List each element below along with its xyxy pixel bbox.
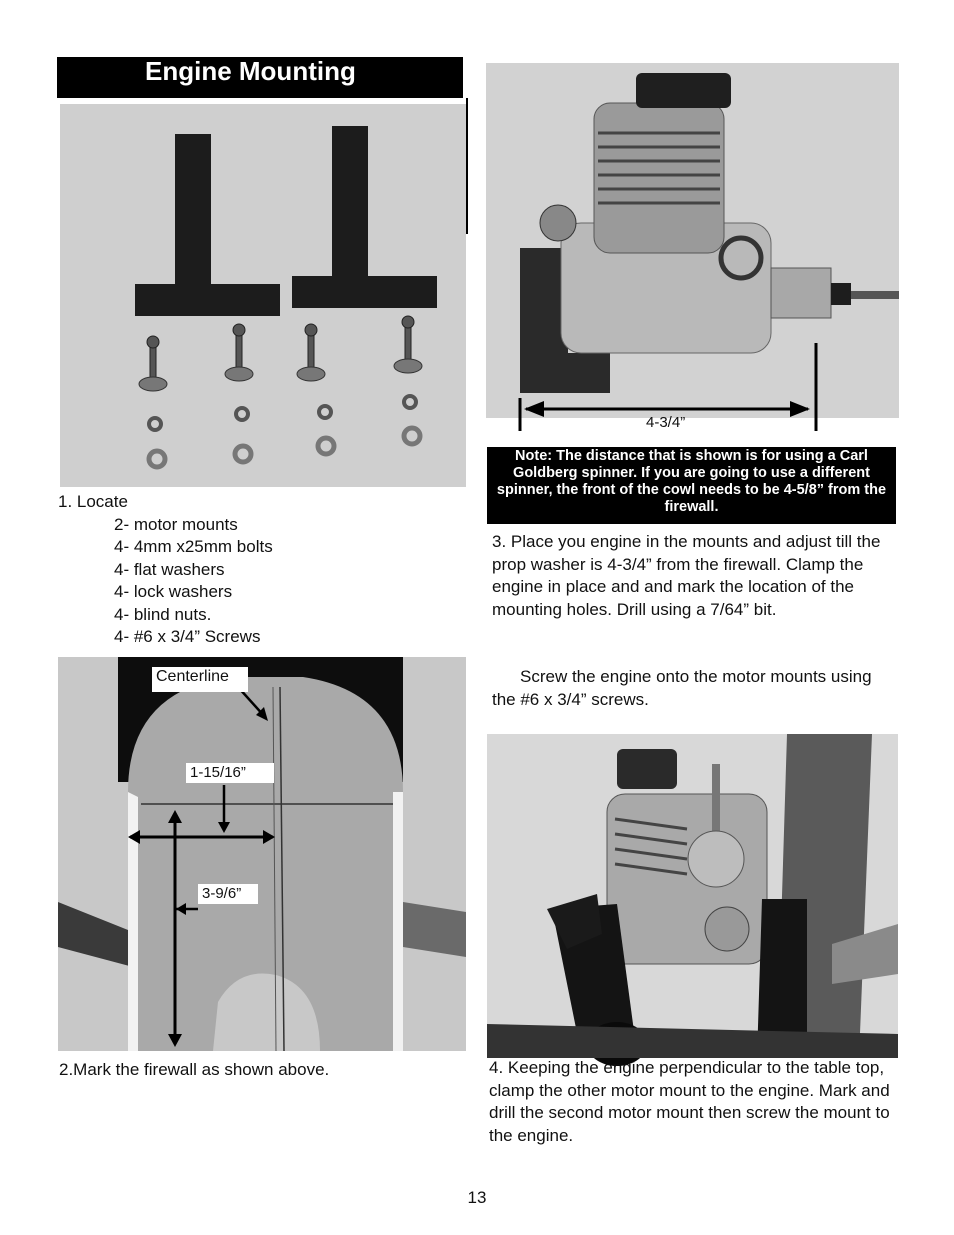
step1-item: 4- lock washers (114, 582, 233, 601)
step1-item: 4- flat washers (114, 559, 225, 579)
note-box: Note: The distance that is shown is for using a Carl Goldberg spinner. If you are going to use a different spinner, the front of the cowl needs to be 4-5/8” from the firewall. (487, 447, 896, 524)
step4-text: 4. Keeping the engine perpendicular to the table top, clamp the other motor mount to the engine. Mark and drill the second motor mount then screw the mount to the engine. (489, 1058, 890, 1145)
firewall-photo (58, 657, 466, 1051)
dimension-label: 1-15/16” (186, 763, 274, 783)
dimension-label: 4-3/4” (646, 414, 686, 431)
motor-mounts-photo (60, 104, 466, 487)
engine-side-photo (486, 63, 899, 431)
centerline-label: Centerline (152, 667, 248, 692)
step1-item: 4- 4mm x25mm bolts (114, 537, 273, 556)
page-title: Engine Mounting (57, 57, 463, 98)
step1-heading: 1. Locate (58, 492, 128, 511)
divider-line (466, 98, 468, 234)
step3-text: 3. Place you engine in the mounts and adjust till the prop washer is 4-3/4” from the firewall. Clamp the engine in place and and mark the location of the mounting holes. Drill using a 7/64” bit. (492, 532, 881, 619)
step1-item: 2- motor mounts (114, 514, 238, 534)
step2-caption: 2.Mark the firewall as shown above. (59, 1060, 330, 1079)
page-number: 13 (467, 1188, 487, 1207)
dimension-label: 3-9/6” (198, 884, 258, 904)
step1-block (58, 491, 458, 649)
step1-item: 4- blind nuts. (114, 604, 212, 624)
step1-item: 4- #6 x 3/4” Screws (114, 627, 261, 646)
engine-clamp-photo (487, 734, 898, 1058)
step3-text2: Screw the engine onto the motor mounts using the #6 x 3/4” screws. (492, 667, 872, 709)
